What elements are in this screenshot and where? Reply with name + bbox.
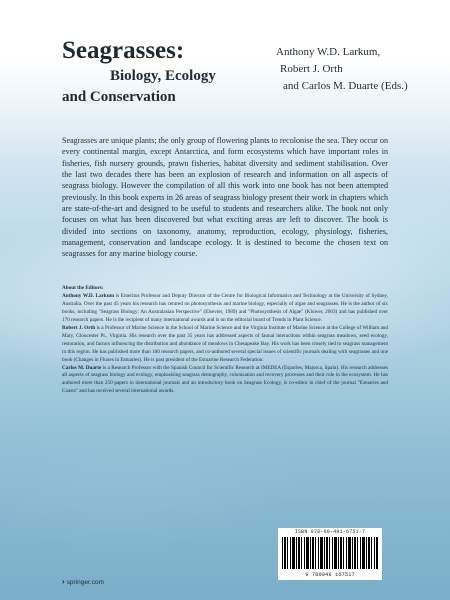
publisher-url-text: springer.com [66,579,104,586]
editor-bio-text: is Emeritus Professor and Deputy Director of the Centre for Biological Informatics and Technology at the University of Sydney, Australia. Over the past 45 years his research has centred on photosynthesis and marine biology, especially of algae and seagrasses. He is the author of six books, including "Seagrass Biology: An Australasian Perspective" (Elsevier, 1989) and "Photosynthesis of Algae" (Kluwer, 2003) and has published over 170 research papers. He is the recipient of many international awards and is on the editorial board of Trends in Plant Science. [62,293,388,324]
book-description: Seagrasses are unique plants; the only group of flowering plants to recolonise the sea. They occur on every continental margin, except Antarctica, and form ecosystems which have important roles in fisheries, fish nursery grounds, prawn fisheries, habitat diversity and sediment stabilisation. Over the last two decades there has been an explosion of research and information on all aspects of seagrass biology. However the compilation of all this work into one book has not been attempted previously. In this book experts in 26 areas of seagrass biology present their work in chapters which are state-of-the-art and designed to be useful to students and researchers alike. The book not only focuses on what has been discovered but what exciting areas are left to discover. The book is divided into sections on taxonomy, anatomy, reproduction, ecology, physiology, fisheries, management, conservation and landscape ecology. It is destined to become the chosen text on seagrasses for any marine biology course. [62,136,388,259]
editor-name: and Carlos M. Duarte (Eds.) [283,80,408,92]
editor-bio-name: Robert J. Orth [62,325,96,332]
editors-list [276,44,406,95]
editor-bio-name: Anthony W.D. Larkum [62,293,115,300]
publisher-url[interactable] [62,577,104,586]
editor-bio-name: Carlos M. Duarte [62,364,102,371]
editor-name: Anthony W.D. Larkum, [276,46,381,58]
isbn-label: ISBN 978-90-481-6751-7 [294,529,366,535]
book-subtitle-line-2: and Conservation [62,89,176,105]
book-title: Seagrasses: [62,37,185,64]
book-subtitle-line-1: Biology, Ecology [110,68,216,84]
isbn-barcode [278,528,382,580]
about-heading: About the Editors: [62,285,104,291]
editor-bio [62,293,388,325]
editor-bio [62,325,388,365]
editor-bio-text: is a Professor of Marine Science in the School of Marine Science and the Virginia Institute of Marine Science at the College of William and Mary, Gloucester Pt., Virginia. His research over the past 35 years has addressed aspects of faunal interactions within seagrass meadows, seed ecology, restoration, and factors influencing the distribution and abundance of meadows in Chesapeake Bay. His work has been closely tied to seagrass management in this region. He has published more than 100 research papers, and co-authored several special issues of scientific journals dealing with seagrasses and one book (Changes in Fluxes in Estuaries). He is past president of the Estuarine Research Federation. [62,325,388,363]
editor-name: Robert J. Orth [280,63,343,75]
editor-bio [62,365,388,397]
editor-bio-text: is a Research Professor with the Spanish Council for Scientific Research at IMEDEA (Esporles, Majorca, Spain). His research addresses all aspects of seagrass biology and ecology, emphasising seagrass demography, colonisation and recovery processes and their role in the ecosystem. He has authored more than 250 papers in international journals and an introductory book on Seagrass Ecology, is co-editor in chief of the journal "Estuaries and Coasts" and has received several international awards. [62,364,388,395]
barcode-digits: 9 789048 167517 [305,571,355,578]
about-the-editors [62,285,388,396]
chevron-right-icon: › [62,577,65,586]
barcode-bars [282,537,378,569]
